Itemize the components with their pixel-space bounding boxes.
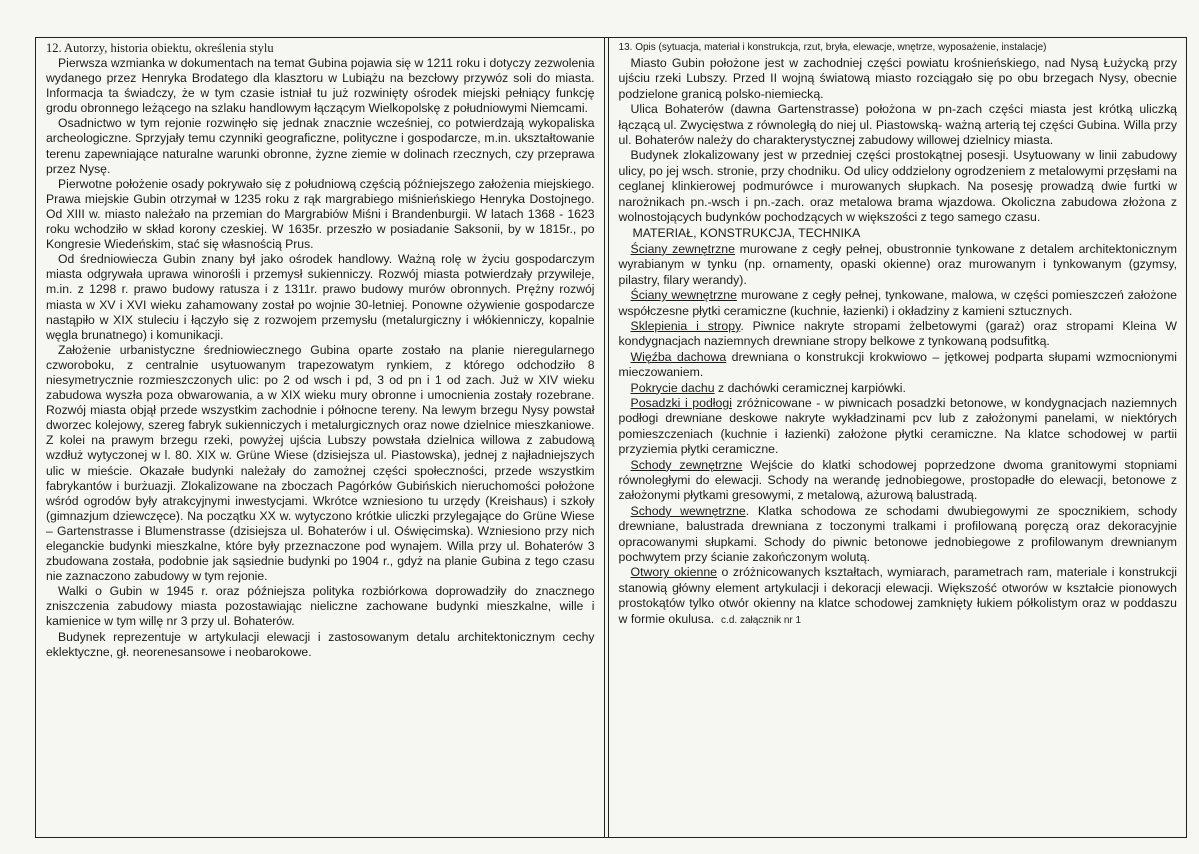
history-paragraph: Pierwotne położenie osady pokrywało się z południową częścią późniejszego założenia miejskiego. Prawa miejskie Gubin otrzymał w 1235 roku z rąk margrabiego miśnieńskiego Henryka Dostojnego. Od XIII w. miasto należało na przemian do Margrabiów Miśni i Brandenburgii. W latach 1368 - 1623 roku wchodziło w skład korony czeskiej. W 1635r. przeszło w posiadanie Saksonii, by w 1815r., po Kongresie Wiedeńskim, stać się własnością Prus. bbox=[46, 176, 595, 252]
description-paragraph: Ulica Bohaterów (dawna Gartenstrasse) położona w pn-zach części miasta jest krótką uliczką łączącą ul. Zwycięstwa z równoległą do niej ul. Piastowską- ważną arterią tej części Gubina. Willa przy ul. Bohaterów należy do charakterystycznej zabudowy willowej dzielnicy miasta. bbox=[618, 102, 1177, 148]
history-column bbox=[36, 38, 605, 837]
item-text: murowane z cegły pełnej, obustronnie tynkowane z detalem architektonicznym wyrabianym w tynku (np. ornamenty, opaski okienne) oraz murowanym i tynkowanym (gzymsy, pilastry, filary werandy). bbox=[618, 241, 1177, 287]
item-roof-covering bbox=[619, 381, 1177, 396]
history-paragraph: Od średniowiecza Gubin znany był jako ośrodek handlowy. Ważną rolę w życiu gospodarczym miasta odgrywała uprawa winorośli i przemysł sukienniczy. Rozwój miasta potwierdzały przywileje, m.in. z 1298 r. prawo budowy ratusza i z 1311r. prawo budowy murów obronnych. Prężny rozwój miasta w XV i XVI wieku zahamowany został po wojnie 30-letniej. Ponowne ożywienie gospodarcze nastąpiło w XIX stuleciu i łączyło się z rozwojem przemysłu (metalurgiczny i włókienniczy, kopalnie węgla brunatnego) i komunikacji. bbox=[46, 252, 595, 342]
item-text: zróżnicowane - w piwnicach posadzki betonowe, w kondygnacjach naziemnych podłogi drewniane deskowe nakryte wykładzinami pcv lub z założonymi panelami, w niektórych pomieszczeniach (kuchnie i łazienki) założone płytki ceramiczne. Na klatce schodowej w partii przyziemia płytki ceramiczne. bbox=[618, 395, 1177, 457]
item-text: . Klatka schodowa ze schodami dwubiegowymi ze spocznikiem, schody drewniane, balustrada drewniana z toczonymi tralkami i profilowaną poręczą oraz dekoracyjnie opracowanymi słupkami. Schody do piwnic betonowe jednobiegowe z profilowanym drewnianym pochwytem przy ścianie zakończonym wolutą. bbox=[618, 503, 1177, 564]
history-paragraph: Walki o Gubin w 1945 r. oraz późniejsza polityka rozbiórkowa doprowadziły do znacznego zniszczenia zabudowy miasta pozostawiając nieliczne zachowane budynki mieszkalne, wille i kamienice w tym willę nr 3 przy ul. Bohaterów. bbox=[46, 584, 595, 629]
continuation-note: c.d. załącznik nr 1 bbox=[721, 614, 802, 626]
item-vaults-ceilings bbox=[619, 319, 1177, 350]
history-paragraph: Pierwsza wzmianka w dokumentach na temat Gubina pojawia się w 1211 roku i dotyczy zezwolenia wydanego przez Henryka Brodatego dla klasztoru w Lubiążu na bezcłowy przywóz soli do miasta. Informacja ta świadczy, że w tym czasie istniał tu już rozwinięty ośrodek miejski pełniący funkcję grodu obronnego leżącego na szlaku handlowym łączącym Wielkopolskę z południowymi Niemcami. bbox=[46, 56, 595, 116]
item-text: . Piwnice nakryte stropami żelbetowymi (garaż) oraz stropami Kleina W kondygnacjach naziemnych drewniane stropy belkowe z tynkowaną podsufitką. bbox=[618, 318, 1177, 349]
description-column bbox=[608, 38, 1186, 837]
item-text: murowane z cegły pełnej, tynkowane, malowa, w części pomieszczeń założone współczesne płytki ceramiczne (kuchnie, łazienki) i okładziny z kamieni sztucznych. bbox=[618, 288, 1177, 318]
description-heading: 13. Opis (sytuacja, materiał i konstrukcja, rzut, bryła, elewacje, wnętrze, wyposażenie, instalacje) bbox=[618, 42, 1047, 53]
item-label: Schody wewnętrzne bbox=[630, 503, 746, 518]
description-paragraph: Miasto Gubin położone jest w zachodniej części powiatu krośnieńskiego, nad Nysą Łużycką przy ujściu rzeki Lubszy. Przed II wojną światową miasto rozciągało się po obu brzegach Nysy, obecnie podzielone granicą polsko-niemiecką. bbox=[618, 56, 1177, 101]
item-exterior-stairs bbox=[619, 458, 1177, 504]
item-label: Pokrycie dachu bbox=[630, 380, 715, 395]
item-label: Sklepienia i stropy bbox=[630, 318, 741, 333]
item-label: Ściany wewnętrzne bbox=[630, 288, 737, 303]
history-paragraph: Osadnictwo w tym rejonie rozwinęło się jednak znacznie wcześniej, co potwierdzają wykopaliska archeologiczne. Sprzyjały temu czynniki geograficzne, polityczne i gospodarcze, m.in. ukształtowanie terenu zapewniające naturalne warunki obronne, żyzne ziemie w dolinach rzecznych, czy przeprawa przez Nysę. bbox=[46, 116, 595, 176]
document-sheet bbox=[35, 37, 1187, 838]
item-floors bbox=[619, 396, 1177, 458]
item-roof-truss bbox=[619, 350, 1177, 381]
item-interior-walls bbox=[619, 288, 1177, 319]
history-paragraph: Budynek reprezentuje w artykulacji elewacji i zastosowanym detalu architektonicznym cechy eklektyczne, gł. neorenesansowe i neobarokowe. bbox=[46, 629, 595, 659]
section-title: MATERIAŁ, KONSTRUKCJA, TECHNIKA bbox=[632, 226, 861, 241]
item-exterior-walls bbox=[619, 242, 1177, 288]
item-text: z dachówki ceramicznej karpiówki. bbox=[714, 380, 906, 395]
item-text: Wejście do klatki schodowej poprzedzone dwoma granitowymi stopniami równoległymi do elewacji. Schody na werandę jednobiegowe, prostopadłe do elewacji, betonowe z założonymi płytkami gresowymi, z metalową, ażurową balustradą. bbox=[618, 457, 1177, 503]
history-heading: 12. Autorzy, historia obiektu, określenia stylu bbox=[46, 41, 274, 55]
item-label: Otwory okienne bbox=[630, 565, 718, 580]
item-label: Schody zewnętrzne bbox=[630, 457, 743, 472]
item-label: Więźba dachowa bbox=[630, 349, 727, 364]
item-text: drewniana o konstrukcji krokwiowo – jętkowej podparta słupami wzmocnionymi mieczowaniem. bbox=[618, 349, 1177, 380]
item-label: Ściany zewnętrzne bbox=[630, 241, 735, 256]
item-interior-stairs bbox=[619, 504, 1177, 566]
description-paragraph: Budynek zlokalizowany jest w przedniej części prostokątnej posesji. Usytuowany w linii zabudowy ulicy, po jej wsch. stronie, przy chodniku. Od ulicy oddzielony ogrodzeniem z metalowymi przęsłami na ceglanej klinkierowej podmurówce i murowanych słupkach. Na posesję prowadzą dwie furtki w narożnikach pn.-wsch i pn.-zach. oraz metalowa brama wjazdowa. Okoliczna zabudowa złożona z wolnostojących budynków pochodzących w większości z tego samego czasu. bbox=[618, 148, 1177, 225]
item-window-openings bbox=[619, 565, 1177, 628]
item-text: o zróżnicowanych kształtach, wymiarach, parametrach ram, materiale i konstrukcji stanowią główny element artykulacji i dekoracji elewacji. Większość otworów w kształcie pionowych prostokątów tylko otwór okienny na klatce schodowej zamknięty łukiem półkolistym oraz w poddaszu w formie okulusa. bbox=[618, 565, 1177, 626]
item-label: Posadzki i podłogi bbox=[630, 395, 732, 410]
history-paragraph: Założenie urbanistyczne średniowiecznego Gubina oparte zostało na planie nieregularnego czworoboku, z centralnie usytuowanym trapezowatym rynkiem, z którego odchodziło 8 niesymetrycznie rozmieszczonych ulic: po 2 od wsch i pd, 3 od pn i 1 od zach. Już w XIV wieku zabudowa wyszła poza obwarowania, a w XIX wieku mury obronne i umocnienia zostały rozebrane. Rozwój miasta objął przede wszystkim zachodnie i północne tereny. Na lewym brzegu Nysy powstał dworzec kolejowy, szereg fabryk sukienniczych i metalurgicznych oraz nowe dzielnice mieszkaniowe. Z kolei na prawym brzegu rzeki, powyżej ujścia Lubszy powstała dzielnica willowa z zabudową wzdłuż wytyczonej w l. 80. XIX w. Grüne Wiese (dzisiejsza ul. Piastowska), jednej z najładniejszych ulic w mieście. Okazałe budynki należały do zamożnej części społeczności, przede wszystkim fabrykantów i burżuazji. Zlokalizowane na zboczach Pagórków Gubińskich nieruchomości położone wśród ogrodów były atrakcyjnymi inwestycjami. Wkrótce wzniesiono tu urzędy (Kreishaus) i szkoły (gimnazjum dziewczęce). Na początku XX w. wytyczono krótkie uliczki przylegające do Grüne Wiese – Gartenstrasse i Blumenstrasse (dzisiejsza ul. Bohaterów i ul. Oświęcimska). Wzniesiono przy nich eleganckie budynki mieszkalne, które były przeznaczone pod wynajem. Willa przy ul. Bohaterów 3 zbudowana została, podobnie jak sąsiednie budynki po 1904 r., gdyż na planie Gubina z tego czasu nie zaznaczono zabudowy w tym rejonie. bbox=[46, 342, 595, 584]
